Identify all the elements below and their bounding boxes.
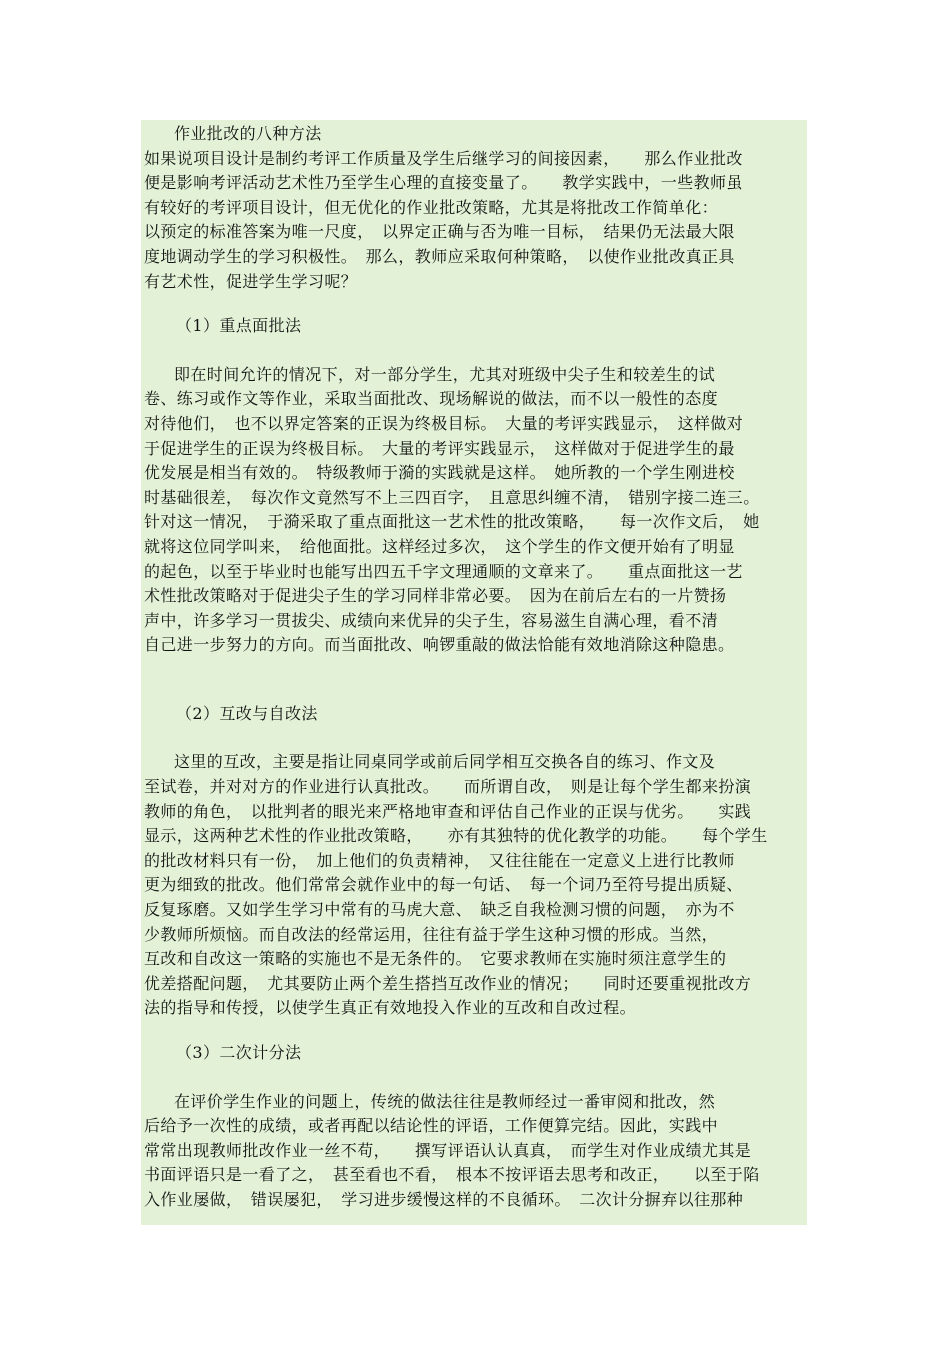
text-line: 时基础很差， 每次作文竟然写不上三四百字， 且意思纠缠不清， 错别字接二连三。 xyxy=(144,487,760,507)
text-line: 的批改材料只有一份， 加上他们的负责精神， 又往往能在一定意义上进行比教师 xyxy=(144,850,735,870)
text-line: 就将这位同学叫来， 给他面批。这样经过多次， 这个学生的作文便开始有了明显 xyxy=(144,536,735,556)
intro-paragraph xyxy=(144,147,808,295)
text-line: 自己进一步努力的方向。而当面批改、响锣重敲的做法恰能有效地消除这种隐患。 xyxy=(144,635,735,655)
text-line: 更为细致的批改。他们常常会就作业中的每一句话、 每一个词乃至符号提出质疑、 xyxy=(144,875,743,895)
text-line: 度地调动学生的学习积极性。 那么，教师应采取何种策略， 以使作业批改真正具 xyxy=(144,246,735,266)
section-heading: （2）互改与自改法 xyxy=(176,703,318,723)
text-line: 教师的角色， 以批判者的眼光来严格地审查和评估自己作业的正误与优劣。 实践 xyxy=(144,801,752,821)
text-line: 以预定的标准答案为唯一尺度， 以界定正确与否为唯一目标， 结果仍无法最大限 xyxy=(144,222,735,242)
text-line: 对待他们， 也不以界定答案的正误为终极目标。 大量的考评实践显示， 这样做对 xyxy=(144,413,744,433)
text-line: 显示，这两种艺术性的作业批改策略， 亦有其独特的优化教学的功能。 每个学生 xyxy=(144,826,768,846)
text-line: 有较好的考评项目设计，但无优化的作业批改策略，尤其是将批改工作简单化： xyxy=(144,197,719,217)
section-heading: （3）二次计分法 xyxy=(176,1043,302,1062)
text-line: 有艺术性，促进学生学习呢？ xyxy=(144,271,358,291)
text-line: 入作业屡做， 错误屡犯， 学习进步缓慢这样的不良循环。 二次计分摒弃以往那种 xyxy=(144,1189,744,1209)
text-line: 卷、练习或作文等作业，采取当面批改、现场解说的做法，而不以一般性的态度 xyxy=(144,389,719,409)
text-line: 常常出现教师批改作业一丝不苟， 撰写评语认认真真， 而学生对作业成绩尤其是 xyxy=(144,1140,752,1160)
text-line: 针对这一情况， 于漪采取了重点面批这一艺术性的批改策略， 每一次作文后， 她 xyxy=(144,512,760,532)
text-line: 声中，许多学习一贯拔尖、成绩向来优异的尖子生，容易滋生自满心理，看不清 xyxy=(144,610,719,630)
text-line: 互改和自改这一策略的实施也不是无条件的。 它要求教师在实施时须注意学生的 xyxy=(144,949,727,969)
text-line: 的起色，以至于毕业时也能写出四五千字文理通顺的文章来了。 重点面批这一艺 xyxy=(144,561,743,581)
text-line: 便是影响考评活动艺术性乃至学生心理的直接变量了。 教学实践中，一些教师虽 xyxy=(144,173,743,193)
text-line: 优差搭配问题， 尤其要防止两个差生搭挡互改作业的情况； 同时还要重视批改方 xyxy=(144,973,752,993)
section-paragraph xyxy=(144,363,808,658)
document-title: 作业批改的八种方法 xyxy=(174,124,322,143)
text-line: 反复琢磨。又如学生学习中常有的马虎大意、 缺乏自我检测习惯的问题， 亦为不 xyxy=(144,900,735,920)
text-line: 少教师所烦恼。而自改法的经常运用，往往有益于学生这种习惯的形成。当然， xyxy=(144,924,719,944)
text-line: 即在时间允许的情况下，对一部分学生，尤其对班级中尖子生和较差生的试 xyxy=(174,364,716,384)
text-line: 后给予一次性的成绩，或者再配以结论性的评语，工作便算完结。因此，实践中 xyxy=(144,1116,719,1136)
section-heading: （1）重点面批法 xyxy=(176,316,302,336)
text-line: 如果说项目设计是制约考评工作质量及学生后继学习的间接因素， 那么作业批改 xyxy=(144,148,743,168)
text-line: 法的指导和传授，以使学生真正有效地投入作业的互改和自改过程。 xyxy=(144,998,637,1018)
text-line: 这里的互改，主要是指让同桌同学或前后同学相互交换各自的练习、作文及 xyxy=(174,752,716,772)
section-paragraph xyxy=(144,750,808,1021)
text-line: 在评价学生作业的问题上，传统的做法往往是教师经过一番审阅和批改，然 xyxy=(174,1091,716,1111)
section-paragraph xyxy=(144,1090,808,1213)
text-line: 于促进学生的正误为终极目标。 大量的考评实践显示， 这样做对于促进学生的最 xyxy=(144,438,735,458)
document-body xyxy=(144,122,808,1213)
text-line: 至试卷，并对对方的作业进行认真批改。 而所谓自改， 则是让每个学生都来扮演 xyxy=(144,777,752,797)
text-line: 优发展是相当有效的。 特级教师于漪的实践就是这样。 她所教的一个学生刚进校 xyxy=(144,463,735,483)
text-line: 术性批改策略对于促进尖子生的学习同样非常必要。 因为在前后左右的一片赞扬 xyxy=(144,586,727,606)
text-line: 书面评语只是一看了之， 甚至看也不看， 根本不按评语去思考和改正， 以至于陷 xyxy=(144,1165,760,1185)
